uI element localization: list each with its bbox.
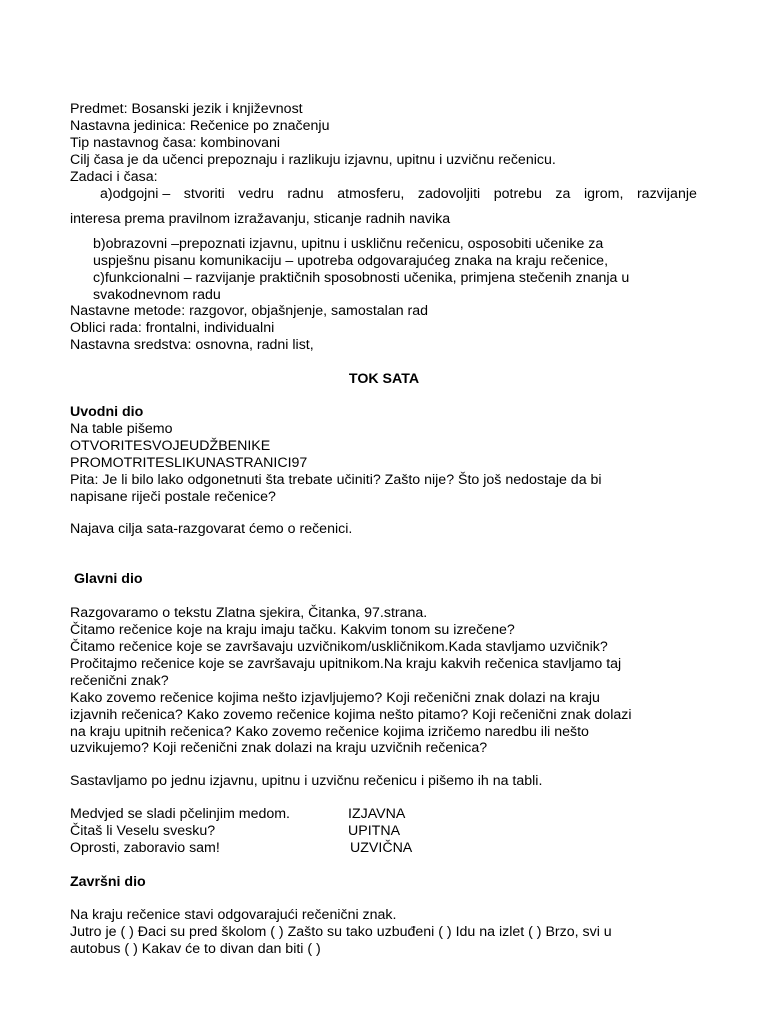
main-line: Kako zovemo rečenice kojima nešto izjavljujemo? Koji rečenični znak dolazi na kraju xyxy=(70,690,600,706)
task-functional-line: c)funkcionalni – razvijanje praktičnih sposobnosti učenika, primjena stečenih znanja u xyxy=(93,270,630,286)
closing-line: autobus ( ) Kakav će to divan dan biti ( ) xyxy=(70,941,321,957)
intro-goal-line: Najava cilja sata-razgovarat ćemo o rečenici. xyxy=(70,521,353,537)
task-word: atmosferu, xyxy=(337,186,405,202)
main-compose-line: Sastavljamo po jednu izjavnu, upitnu i uzvičnu rečenicu i pišemo ih na tabli. xyxy=(70,773,543,789)
task-word: potrebu xyxy=(493,186,542,202)
intro-heading: Uvodni dio xyxy=(70,404,144,420)
subject-line: Predmet: Bosanski jezik i književnost xyxy=(70,101,303,117)
example-sentence: Čitaš li Veselu svesku? xyxy=(70,823,216,839)
example-sentence: Medvjed se sladi pčelinjim medom. xyxy=(70,806,290,822)
task-upbringing-continued: interesa prema pravilnom izražavanju, sticanje radnih navika xyxy=(70,211,451,227)
main-line: Razgovaramo o tekstu Zlatna sjekira, Čitanka, 97.strana. xyxy=(70,605,428,621)
example-sentence: Oprosti, zaboravio sam! xyxy=(70,840,220,856)
task-word: a)odgojni – xyxy=(100,186,171,202)
example-type: UPITNA xyxy=(348,823,401,839)
intro-line: Pita: Je li bilo lako odgonetnuti šta trebate učiniti? Zašto nije? Što još nedostaje da bi xyxy=(70,472,602,488)
task-word: za xyxy=(555,186,571,202)
task-upbringing-line xyxy=(100,186,697,203)
task-functional-line: svakodnevnom radu xyxy=(93,287,221,303)
methods-line: Nastavne metode: razgovor, objašnjenje, samostalan rad xyxy=(70,303,429,319)
intro-line: OTVORITESVOJEUDŽBENIKE xyxy=(70,438,271,454)
task-word: radnu xyxy=(287,186,324,202)
example-type: UZVIČNA xyxy=(350,840,413,856)
tasks-line: Zadaci i časa: xyxy=(70,169,158,185)
main-line: Čitamo rečenice koje se završavaju uzvičnikom/uskličnikom.Kada stavljamo uzvičnik? xyxy=(70,639,608,655)
closing-line: Na kraju rečenice stavi odgovarajući rečenični znak. xyxy=(70,907,397,923)
main-line: uzvikujemo? Koji rečenični znak dolazi na kraju uzvičnih rečenica? xyxy=(70,740,488,756)
work-forms-line: Oblici rada: frontalni, individualni xyxy=(70,320,275,336)
main-line: rečenični znak? xyxy=(70,673,169,689)
intro-line: napisane riječi postale rečenice? xyxy=(70,489,276,505)
intro-line: Na table pišemo xyxy=(70,421,173,437)
main-line: izjavnih rečenica? Kako zovemo rečenice kojima nešto pitamo? Koji rečenični znak dolazi xyxy=(70,707,632,723)
main-line: Pročitajmo rečenice koje se završavaju upitnikom.Na kraju kakvih rečenica stavljamo taj xyxy=(70,656,622,672)
main-line: na kraju upitnih rečenica? Kako zovemo rečenice kojima izričemo naredbu ili nešto xyxy=(70,724,589,740)
closing-line: Jutro je ( ) Đaci su pred školom ( ) Zašto su tako uzbuđeni ( ) Idu na izlet ( ) Brzo, svi u xyxy=(70,924,612,940)
teaching-aids-line: Nastavna sredstva: osnovna, radni list, xyxy=(70,337,314,353)
task-word: vedru xyxy=(238,186,274,202)
task-word: stvoriti xyxy=(183,186,225,202)
example-type: IZJAVNA xyxy=(348,806,406,822)
closing-heading: Završni dio xyxy=(70,874,146,890)
lesson-type-line: Tip nastavnog časa: kombinovani xyxy=(70,135,281,151)
unit-line: Nastavna jedinica: Rečenice po značenju xyxy=(70,118,330,134)
main-line: Čitamo rečenice koje na kraju imaju tačku. Kakvim tonom su izrečene? xyxy=(70,622,515,638)
lesson-flow-title: TOK SATA xyxy=(348,371,420,387)
main-heading: Glavni dio xyxy=(74,571,143,587)
task-word: zadovoljiti xyxy=(417,186,481,202)
intro-line: PROMOTRITESLIKUNASTRANICI97 xyxy=(70,455,308,471)
lesson-goal-line: Cilj časa je da učenci prepoznaju i razlikuju izjavnu, upitnu i uzvičnu rečenicu. xyxy=(70,152,556,168)
task-word: igrom, xyxy=(583,186,624,202)
task-education-line: uspješnu pisanu komunikaciju – upotreba odgovarajućeg znaka na kraju rečenice, xyxy=(93,253,609,269)
task-education-line: b)obrazovni –prepoznati izjavnu, upitnu i uskličnu rečenicu, osposobiti učenike za xyxy=(93,236,604,252)
task-word: razvijanje xyxy=(636,186,697,202)
